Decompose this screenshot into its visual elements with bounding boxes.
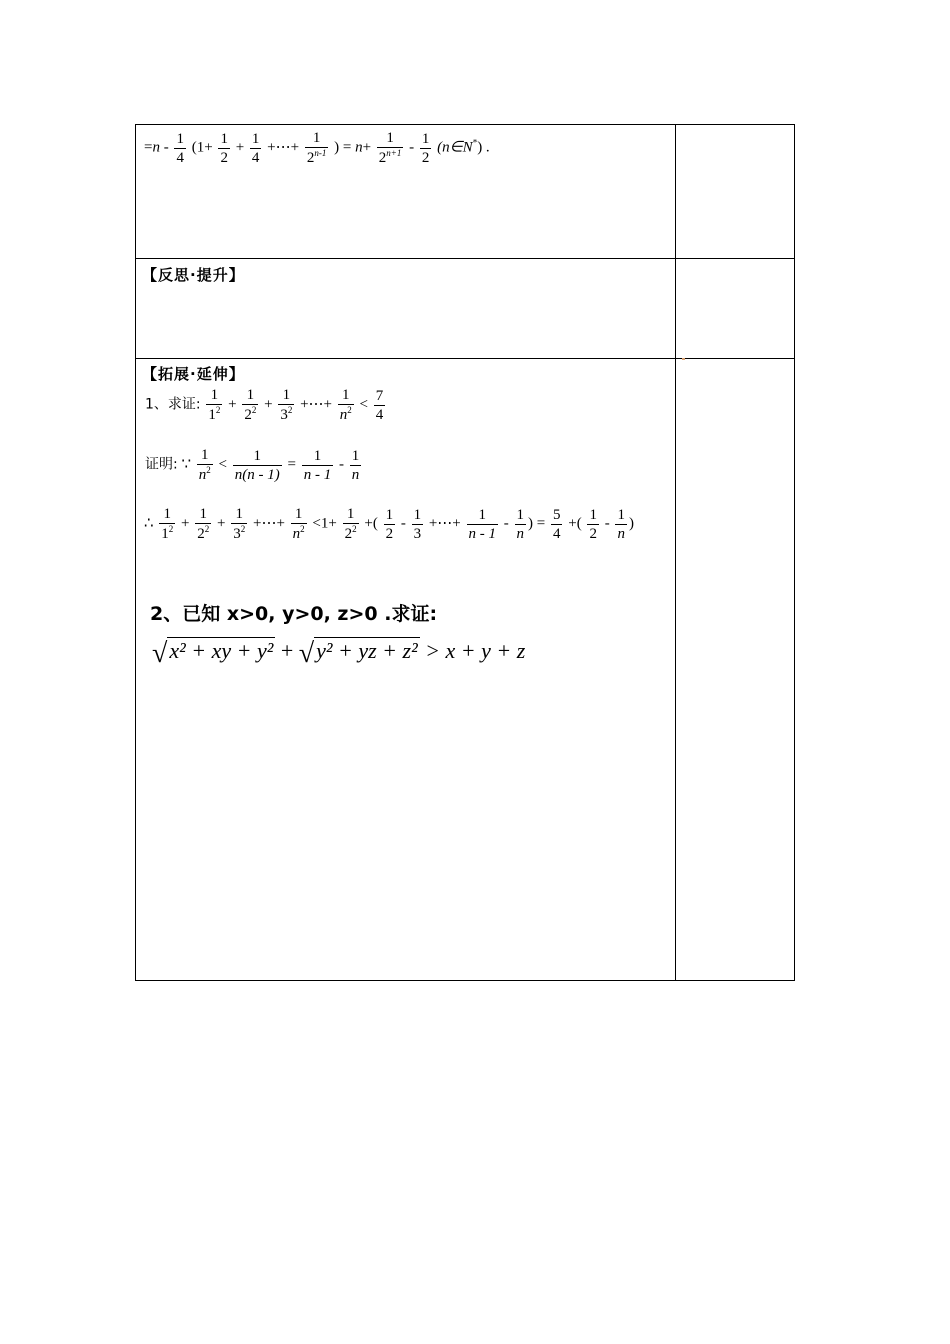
fraction: $\frac{1}{n - 1}$ xyxy=(468,506,497,542)
fraction: $\frac{1}{2^{n-1}}$ xyxy=(306,130,327,166)
column-divider xyxy=(675,125,676,980)
stray-mark xyxy=(682,358,685,360)
sqrt-symbol: √ xyxy=(298,638,315,669)
fraction: $\frac{1}{n}$ xyxy=(516,506,525,542)
fraction: $\frac{1}{2^2}$ xyxy=(197,506,210,542)
fraction: $\frac{1}{2}$ xyxy=(421,130,430,166)
fraction: $\frac{1}{2^{n+1}}$ xyxy=(378,130,402,166)
problem2-statement: 2、已知 x>0, y>0, z>0 .求证: xyxy=(150,603,438,625)
fraction: $\frac{1}{1^2}$ xyxy=(208,387,221,423)
fraction: $\frac{1}{2}$ xyxy=(385,506,394,542)
fraction: $\frac{1}{n^2}$ xyxy=(339,387,352,423)
row-reflection-cell xyxy=(136,259,674,358)
proof-line-2: ∴ $\frac{1}{1^2}$ + $\frac{1}{2^2}$ + $\frac{1}{3^2}$ +⋯+ $\frac{1}{n^2}$ <1+ $\frac{1}{2^2}$ +( $\frac{1}{2}$ - $\frac{1}{3}$ +⋯+ $\frac{1}{n - 1}$ - $\frac{1}{n}$ ) = $\frac{5}{4}$ +( $\frac{1}{2}$ - $\frac{1}{n}$ ) xyxy=(144,506,634,542)
fraction: $\frac{1}{n - 1}$ xyxy=(303,447,332,483)
fraction: $\frac{1}{2}$ xyxy=(589,506,597,542)
problem1-statement: 1、求证: $\frac{1}{1^2}$ + $\frac{1}{2^2}$ + $\frac{1}{3^2}$ +⋯+ $\frac{1}{n^2}$ < $\frac{7}{4}$ xyxy=(145,387,384,423)
fraction: $\frac{1}{n}$ xyxy=(351,447,360,483)
fraction: $\frac{1}{3^2}$ xyxy=(280,387,293,423)
row-formula-cell xyxy=(136,125,674,258)
fraction: $\frac{1}{n^2}$ xyxy=(292,506,305,542)
sum-result-formula: =n - $\frac{1}{4}$ (1+ $\frac{1}{2}$ + $\frac{1}{4}$ +⋯+ $\frac{1}{2^{n-1}}$ ) = n+ $\frac{1}{2^{n+1}}$ - $\frac{1}{2}$ (n∈N*) . xyxy=(144,130,490,166)
fraction: $\frac{1}{3}$ xyxy=(413,506,422,542)
sqrt-symbol: √ xyxy=(152,638,168,669)
problem2-inequality: √x² + xy + y² + √y² + yz + z² > x + y + z xyxy=(152,638,526,669)
fraction: $\frac{1}{2^2}$ xyxy=(344,506,357,542)
reflection-heading: 【反思·提升】 xyxy=(142,266,245,284)
row-extension-cell xyxy=(136,359,674,979)
fraction: $\frac{1}{1^2}$ xyxy=(161,506,174,542)
proof-line-1: 证明: ∵ $\frac{1}{n^2}$ < $\frac{1}{n(n - 1)}$ = $\frac{1}{n - 1}$ - $\frac{1}{n}$ xyxy=(145,447,360,483)
fraction: $\frac{1}{2^2}$ xyxy=(244,387,257,423)
worksheet-table xyxy=(135,124,795,981)
fraction: $\frac{7}{4}$ xyxy=(375,387,384,423)
extension-heading: 【拓展·延伸】 xyxy=(142,365,245,383)
fraction: $\frac{5}{4}$ xyxy=(552,506,561,542)
fraction: $\frac{1}{3^2}$ xyxy=(233,506,246,542)
fraction: $\frac{1}{4}$ xyxy=(176,130,184,166)
fraction: $\frac{1}{n(n - 1)}$ xyxy=(234,447,280,483)
fraction: $\frac{1}{2}$ xyxy=(220,130,228,166)
fraction: $\frac{1}{4}$ xyxy=(251,130,260,166)
fraction: $\frac{1}{n^2}$ xyxy=(198,447,211,483)
fraction: $\frac{1}{n}$ xyxy=(617,506,625,542)
